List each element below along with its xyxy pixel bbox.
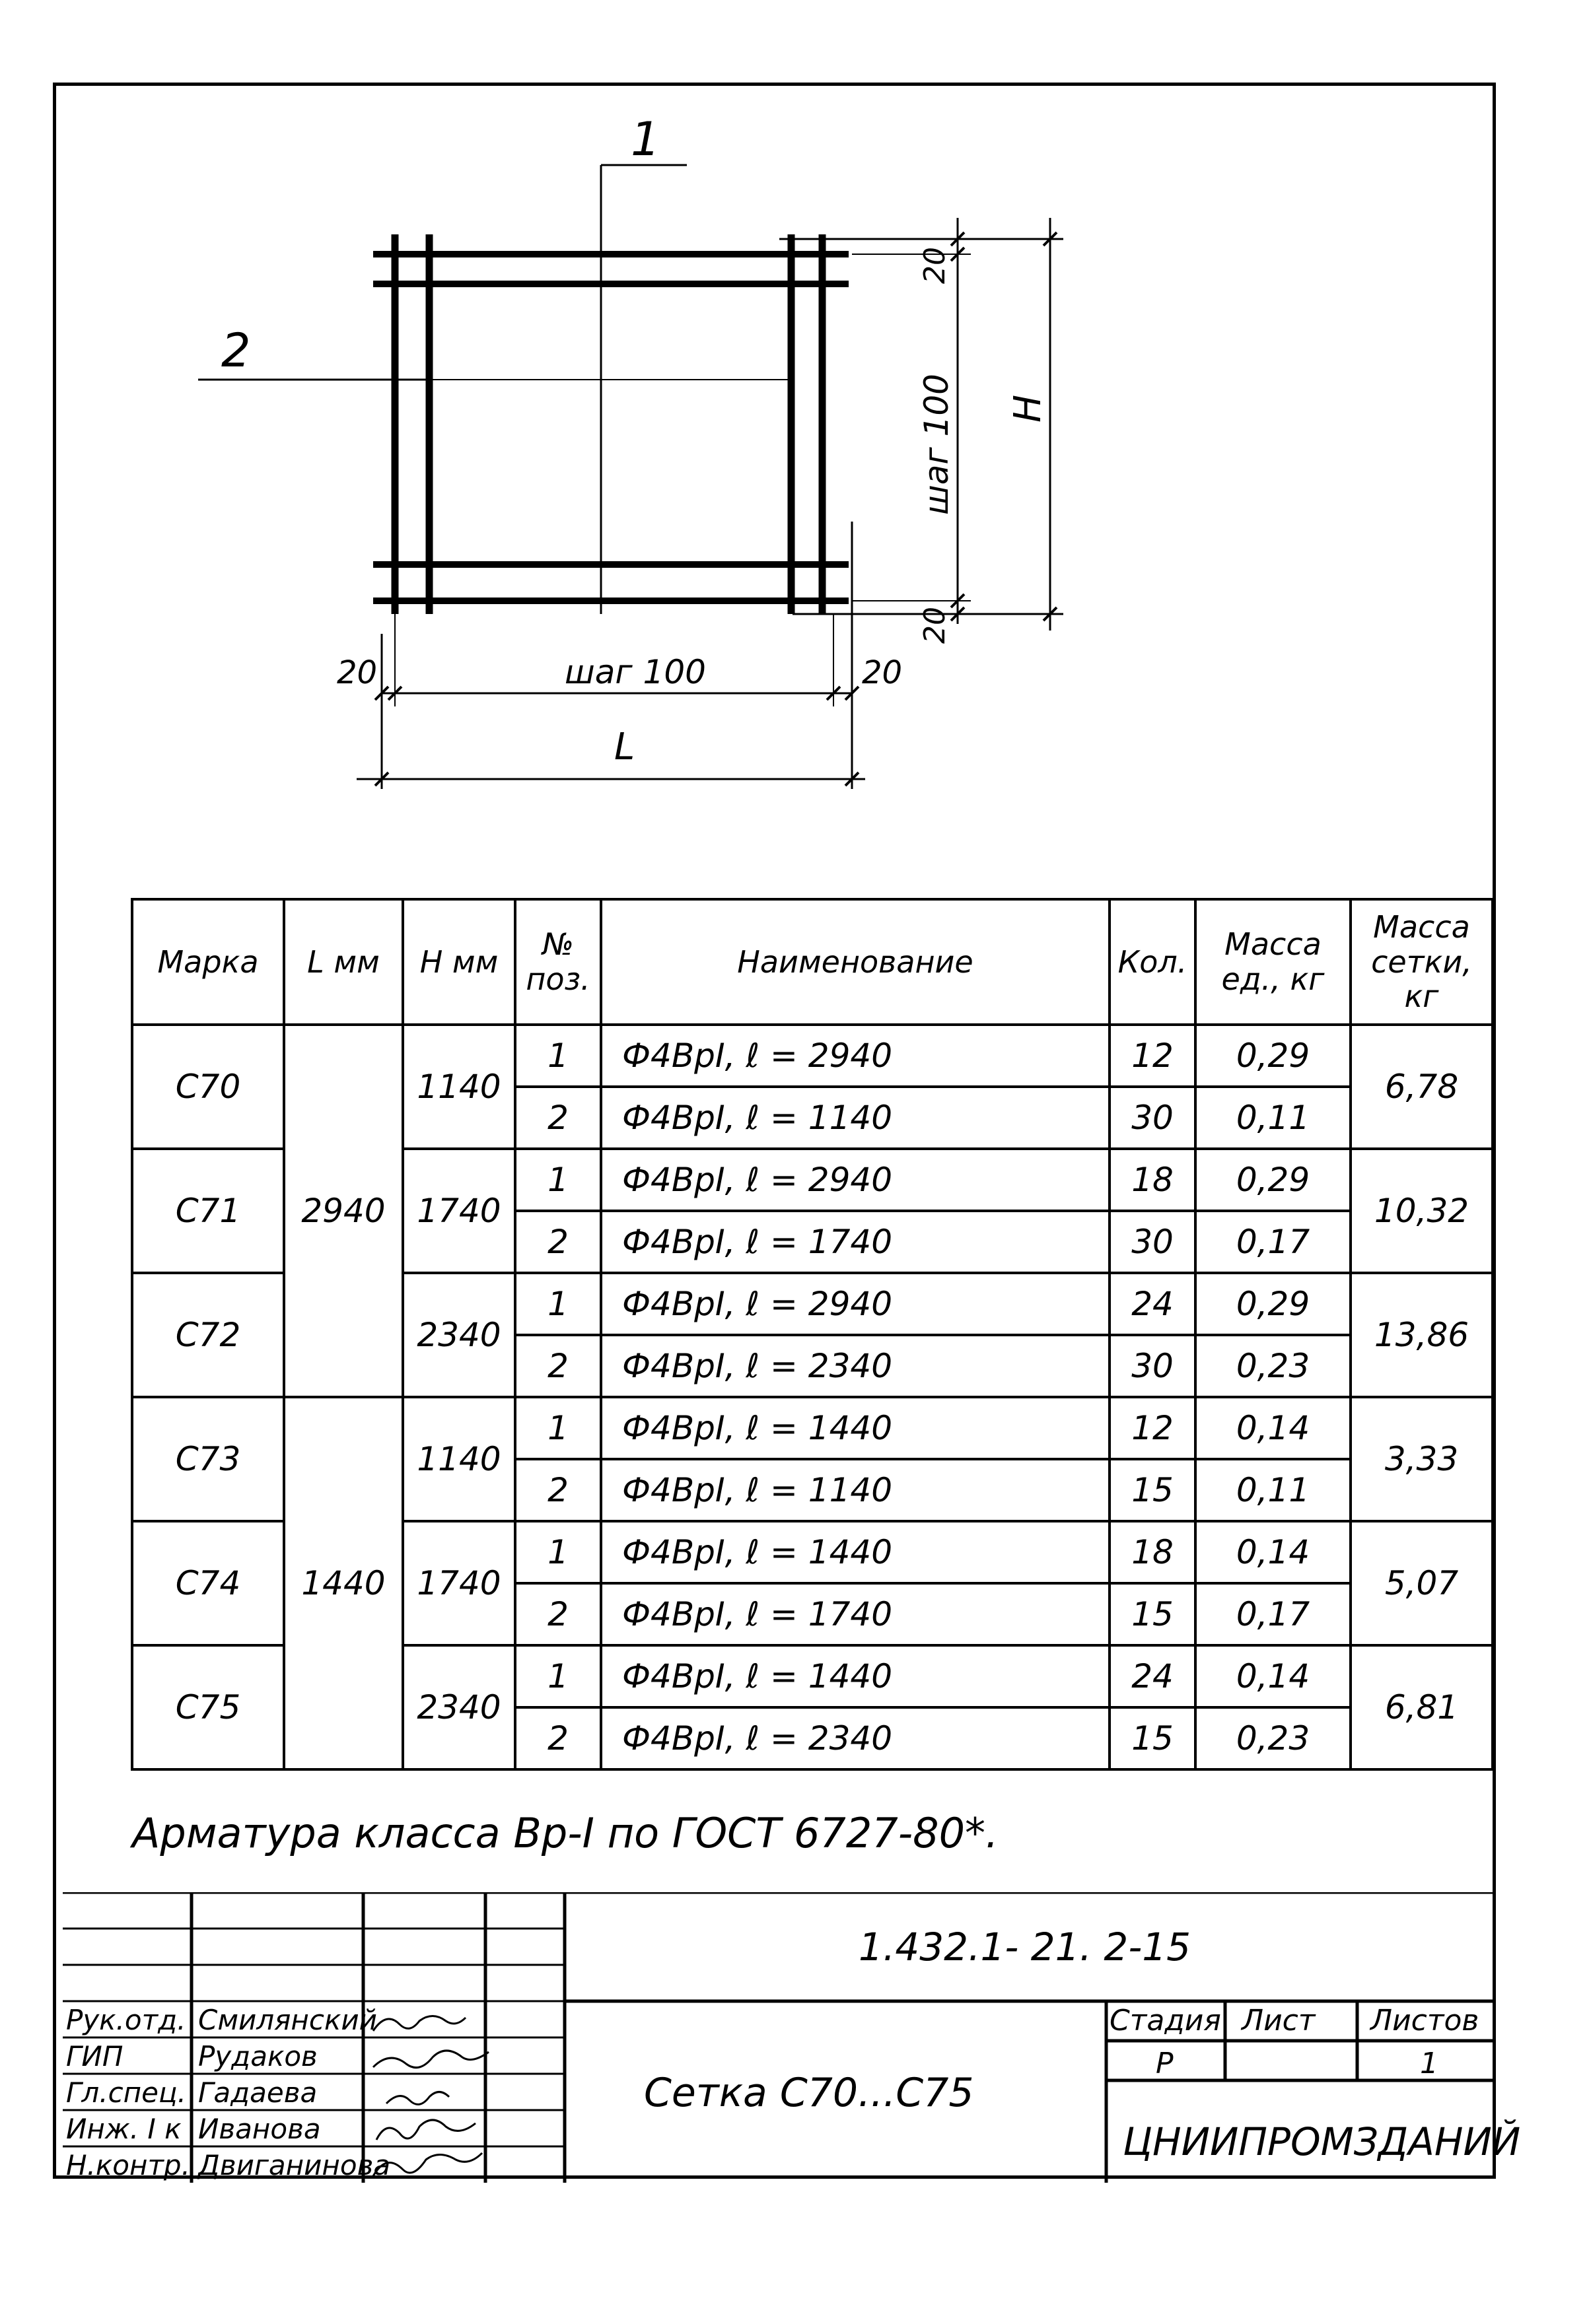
pos-cell: 1 <box>515 1645 601 1707</box>
pos-cell: 1 <box>515 1025 601 1087</box>
signatures <box>373 2016 489 2177</box>
pos-cell: 1 <box>515 1521 601 1583</box>
H-cell: 1740 <box>403 1149 515 1273</box>
H-cell: 2340 <box>403 1273 515 1397</box>
section-2-label: 2 <box>221 324 251 378</box>
person-name: Смилянский <box>198 2004 377 2036</box>
sheets-label: Листов <box>1370 2004 1479 2037</box>
drawing-name: Сетка С70...С75 <box>644 2070 974 2116</box>
unit-mass-cell: 0,23 <box>1195 1707 1351 1769</box>
header-mark: Марка <box>132 899 284 1025</box>
name-cell: Ф4ВрI, ℓ = 1740 <box>601 1583 1110 1645</box>
pos-cell: 2 <box>515 1211 601 1273</box>
name-cell: Ф4ВрI, ℓ = 1440 <box>601 1645 1110 1707</box>
unit-mass-cell: 0,14 <box>1195 1645 1351 1707</box>
name-cell: Ф4ВрI, ℓ = 2940 <box>601 1273 1110 1335</box>
name-cell: Ф4ВрI, ℓ = 2940 <box>601 1025 1110 1087</box>
qty-cell: 15 <box>1110 1583 1195 1645</box>
H-cell: 2340 <box>403 1645 515 1769</box>
qty-cell: 15 <box>1110 1707 1195 1769</box>
dim-right-20: 20 <box>862 654 903 691</box>
qty-cell: 18 <box>1110 1149 1195 1211</box>
name-cell: Ф4ВрI, ℓ = 1440 <box>601 1521 1110 1583</box>
name-cell: Ф4ВрI, ℓ = 1740 <box>601 1211 1110 1273</box>
dim-H: H <box>1006 394 1049 423</box>
mesh-mass-cell: 6,78 <box>1351 1025 1493 1149</box>
dim-L: L <box>614 726 635 769</box>
name-cell: Ф4ВрI, ℓ = 1440 <box>601 1397 1110 1459</box>
mark-cell: С71 <box>132 1149 284 1273</box>
unit-mass-cell: 0,11 <box>1195 1087 1351 1149</box>
qty-cell: 12 <box>1110 1397 1195 1459</box>
dim-step-horizontal: шаг 100 <box>565 653 706 691</box>
section-1-label: 1 <box>631 112 660 166</box>
dim-bottom-20: 20 <box>918 607 952 644</box>
header-name: Наименование <box>601 899 1110 1025</box>
person-role: ГИП <box>66 2040 124 2072</box>
unit-mass-cell: 0,17 <box>1195 1211 1351 1273</box>
person-role: Н.контр. <box>66 2149 190 2181</box>
mesh-mass-cell: 3,33 <box>1351 1397 1493 1521</box>
unit-mass-cell: 0,14 <box>1195 1397 1351 1459</box>
signature-2 <box>373 2051 489 2068</box>
unit-mass-cell: 0,11 <box>1195 1459 1351 1521</box>
person-name: Рудаков <box>198 2040 318 2072</box>
name-cell: Ф4ВрI, ℓ = 2940 <box>601 1149 1110 1211</box>
person-role: Рук.отд. <box>66 2004 186 2036</box>
pos-cell: 2 <box>515 1707 601 1769</box>
H-cell: 1140 <box>403 1397 515 1521</box>
name-cell: Ф4ВрI, ℓ = 2340 <box>601 1335 1110 1397</box>
L-cell: 1440 <box>284 1397 403 1769</box>
mark-cell: С72 <box>132 1273 284 1397</box>
qty-cell: 30 <box>1110 1087 1195 1149</box>
mesh-drawing <box>0 0 1589 858</box>
unit-mass-cell: 0,29 <box>1195 1025 1351 1087</box>
header-qty: Кол. <box>1110 899 1195 1025</box>
pos-cell: 2 <box>515 1335 601 1397</box>
doc-number: 1.432.1- 21. 2-15 <box>859 1925 1191 1969</box>
mesh-mass-cell: 6,81 <box>1351 1645 1493 1769</box>
header-mass-mesh: Масса сетки, кг <box>1351 899 1493 1025</box>
person-name: Гадаева <box>198 2076 318 2109</box>
stage-value: Р <box>1156 2047 1174 2080</box>
sheets-value: 1 <box>1420 2047 1438 2080</box>
unit-mass-cell: 0,29 <box>1195 1273 1351 1335</box>
sheet-label: Лист <box>1242 2004 1316 2037</box>
person-role: Гл.спец. <box>66 2076 186 2109</box>
pos-cell: 1 <box>515 1397 601 1459</box>
name-cell: Ф4ВрI, ℓ = 2340 <box>601 1707 1110 1769</box>
unit-mass-cell: 0,14 <box>1195 1521 1351 1583</box>
qty-cell: 24 <box>1110 1273 1195 1335</box>
mark-cell: С73 <box>132 1397 284 1521</box>
table-row <box>132 1397 1493 1459</box>
H-cell: 1740 <box>403 1521 515 1645</box>
unit-mass-cell: 0,29 <box>1195 1149 1351 1211</box>
qty-cell: 12 <box>1110 1025 1195 1087</box>
header-H: H мм <box>403 899 515 1025</box>
dim-top-20: 20 <box>918 247 952 284</box>
dim-step-vertical: шаг 100 <box>917 374 956 515</box>
signature-3 <box>386 2092 449 2105</box>
signature-4 <box>376 2120 476 2140</box>
name-cell: Ф4ВрI, ℓ = 1140 <box>601 1087 1110 1149</box>
stage-label: Стадия <box>1110 2004 1221 2037</box>
mesh-mass-cell: 10,32 <box>1351 1149 1493 1273</box>
specification-table <box>131 898 1494 1771</box>
unit-mass-cell: 0,23 <box>1195 1335 1351 1397</box>
table-row <box>132 1025 1493 1087</box>
header-pos: № поз. <box>515 899 601 1025</box>
qty-cell: 24 <box>1110 1645 1195 1707</box>
header-L: L мм <box>284 899 403 1025</box>
dim-left-20: 20 <box>337 654 378 691</box>
qty-cell: 30 <box>1110 1335 1195 1397</box>
person-role: Инж. I к <box>66 2113 182 2145</box>
organization: ЦНИИПРОМЗДАНИЙ <box>1123 2119 1521 2164</box>
qty-cell: 18 <box>1110 1521 1195 1583</box>
pos-cell: 1 <box>515 1149 601 1211</box>
H-cell: 1140 <box>403 1025 515 1149</box>
mesh-mass-cell: 5,07 <box>1351 1521 1493 1645</box>
pos-cell: 1 <box>515 1273 601 1335</box>
pos-cell: 2 <box>515 1583 601 1645</box>
mark-cell: С75 <box>132 1645 284 1769</box>
unit-mass-cell: 0,17 <box>1195 1583 1351 1645</box>
signature-1 <box>373 2016 466 2032</box>
person-name: Иванова <box>198 2113 321 2145</box>
header-mass-unit: Масса ед., кг <box>1195 899 1351 1025</box>
qty-cell: 30 <box>1110 1211 1195 1273</box>
pos-cell: 2 <box>515 1087 601 1149</box>
mark-cell: С70 <box>132 1025 284 1149</box>
person-name: Двиганинова <box>198 2149 391 2181</box>
mark-cell: С74 <box>132 1521 284 1645</box>
qty-cell: 15 <box>1110 1459 1195 1521</box>
L-cell: 2940 <box>284 1025 403 1397</box>
mesh-mass-cell: 13,86 <box>1351 1273 1493 1397</box>
pos-cell: 2 <box>515 1459 601 1521</box>
rebar-class-note: Арматура класса Вр-I по ГОСТ 6727-80*. <box>132 1809 999 1857</box>
name-cell: Ф4ВрI, ℓ = 1140 <box>601 1459 1110 1521</box>
